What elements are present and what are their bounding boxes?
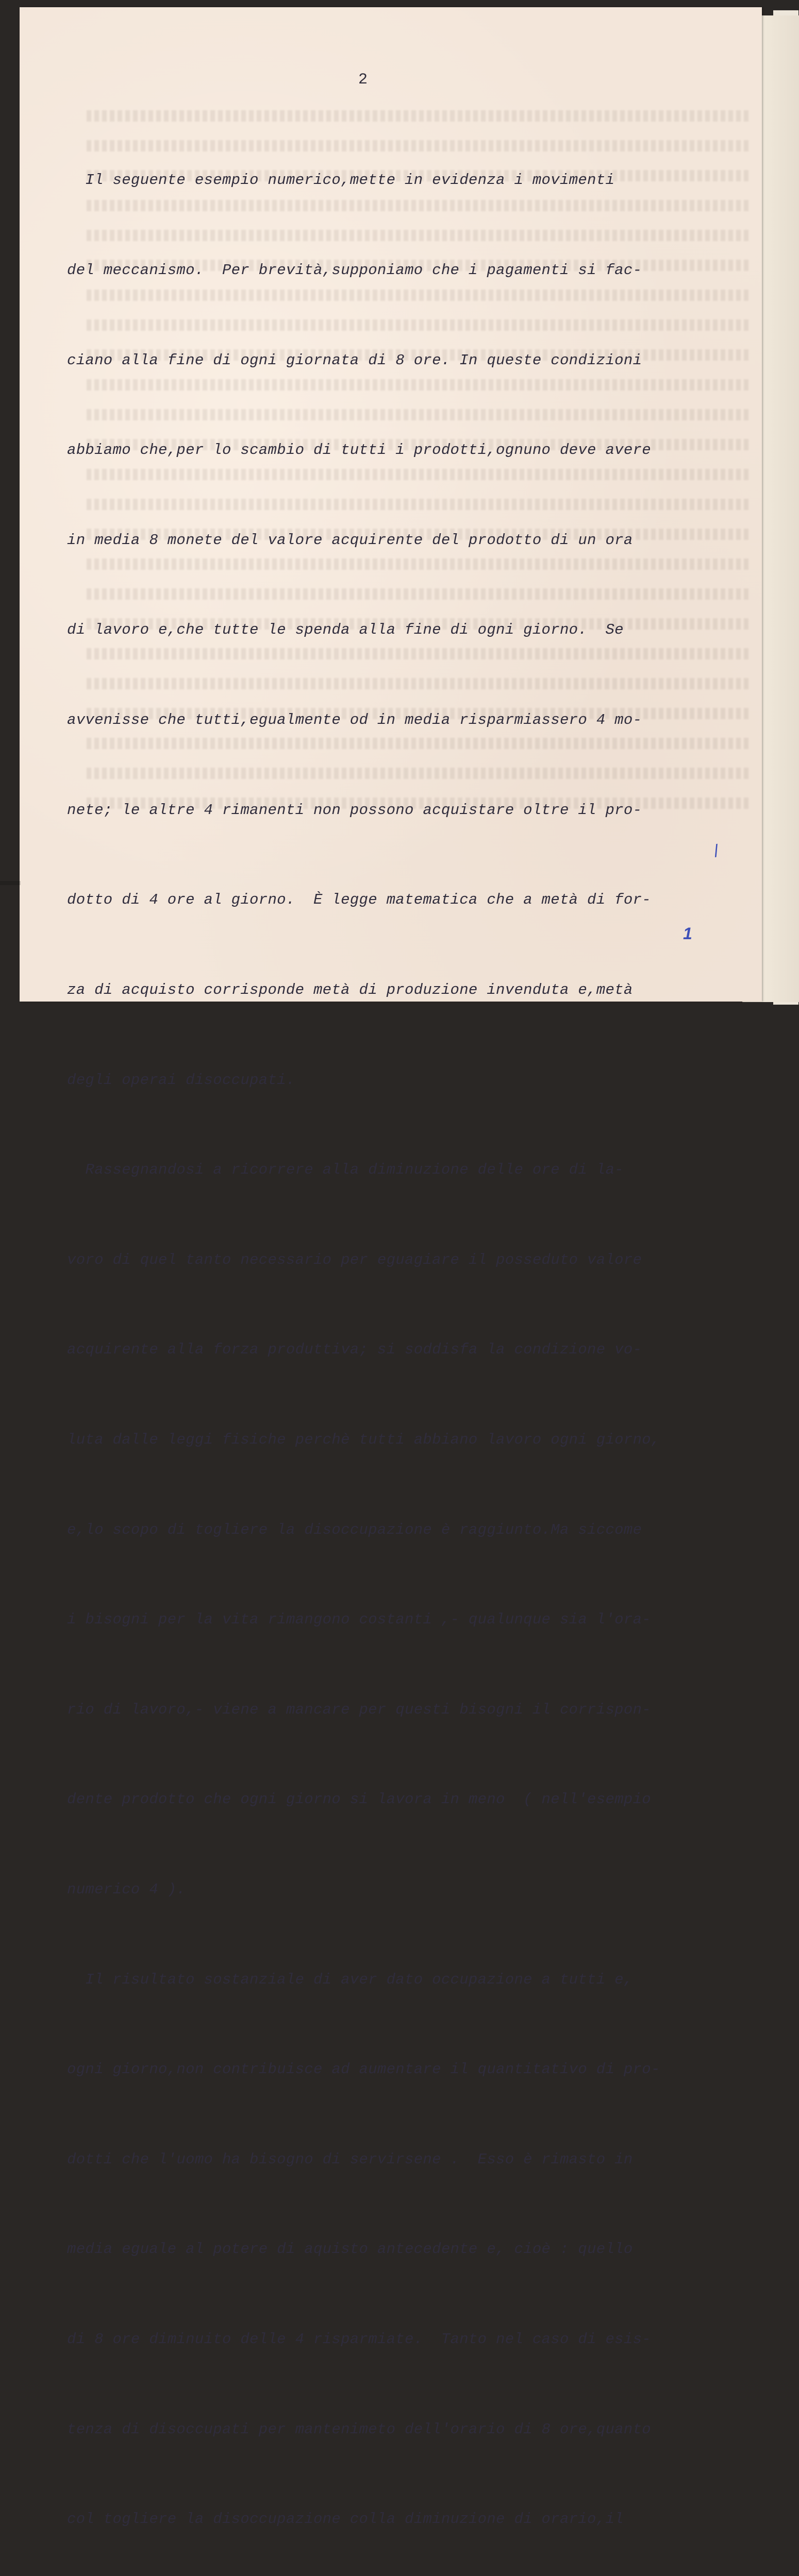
text-line: tenza di disoccupati per mantenimeto dell'orario di 8 ore,quanto <box>67 2420 651 2438</box>
text-line: Il seguente esempio numerico,mette in evidenza i movimenti <box>67 172 615 189</box>
text-line: numerico 4 ). <box>67 1880 186 1898</box>
handwritten-correction-mark: 1 <box>683 924 692 943</box>
text-line: di lavoro e,che tutte le spenda alla fine di ogni giorno. Se <box>67 621 624 639</box>
text-line: avvenisse che tutti,egualmente od in media risparmiassero 4 mo- <box>67 711 642 729</box>
text-line: voro di quel tanto necessario per eguagiare il posseduto valore <box>67 1251 642 1268</box>
body-text <box>67 106 737 2576</box>
text-line: za di acquisto corrisponde metà di produzione invenduta e,metà <box>67 981 633 998</box>
text-line: ciano alla fine di ogni giornata di 8 ore. In queste condizioni <box>67 351 642 369</box>
text-line: dente prodotto che ogni giorno si lavora in meno ( nell'esempio <box>67 1791 651 1808</box>
text-line: e,lo scopo di togliere la disoccupazione è raggiunto.Ma siccome <box>67 1521 642 1538</box>
text-line: ogni giorno,non contribuisce ad aumentare il quantitativo di pro- <box>67 2061 660 2078</box>
text-line: Rassegnandosi a ricorrere alla diminuzione delle ore di la- <box>67 1161 624 1179</box>
handwritten-slash-mark: / <box>712 841 721 861</box>
text-line: dotto di 4 ore al giorno. È legge matematica che a metà di for- <box>67 891 651 909</box>
text-line: media eguale al potere di aquisto antecedente e, cioè : quello <box>67 2241 633 2258</box>
text-line: di 8 ore diminuito delle 4 risparmiate. Tanto nel caso di esis- <box>67 2331 651 2348</box>
text-line: del meccanismo. Per brevità,supponiamo che i pagamenti si fac- <box>67 262 642 279</box>
text-line: nete; le altre 4 rimanenti non possono acquistare oltre il pro- <box>67 801 642 819</box>
text-line: degli operai disoccupati. <box>67 1071 295 1089</box>
text-line: luta dalle leggi fisiche perchè tutti abbiano lavoro ogni giorno, <box>67 1431 660 1448</box>
text-line: acquirente alla forza produttiva; si soddisfa la condizione vo- <box>67 1341 642 1359</box>
text-line: col togliere la disoccupazione colla diminuzione di orario,il <box>67 2511 624 2528</box>
text-line: dotti che l'uomo ha bisogno di servirsene . Esso è rimasto in <box>67 2150 633 2168</box>
page-number: 2 <box>358 71 368 89</box>
text-line: i bisogni per la vita rimangono costanti ,- qualunque sia l'ora- <box>67 1611 651 1629</box>
text-line: rio di lavoro,- viene a mancare per questi bisogni il corrispon- <box>67 1701 651 1718</box>
text-line: Il risultato sostanziale di aver dato occupazione a tutti e, <box>67 1971 633 1988</box>
page-edge-shadow <box>0 881 21 885</box>
text-line: in media 8 monete del valore acquirente del prodotto di un ora <box>67 531 633 549</box>
text-line: abbiamo che,per lo scambio di tutti i prodotti,ognuno deve avere <box>67 442 651 459</box>
